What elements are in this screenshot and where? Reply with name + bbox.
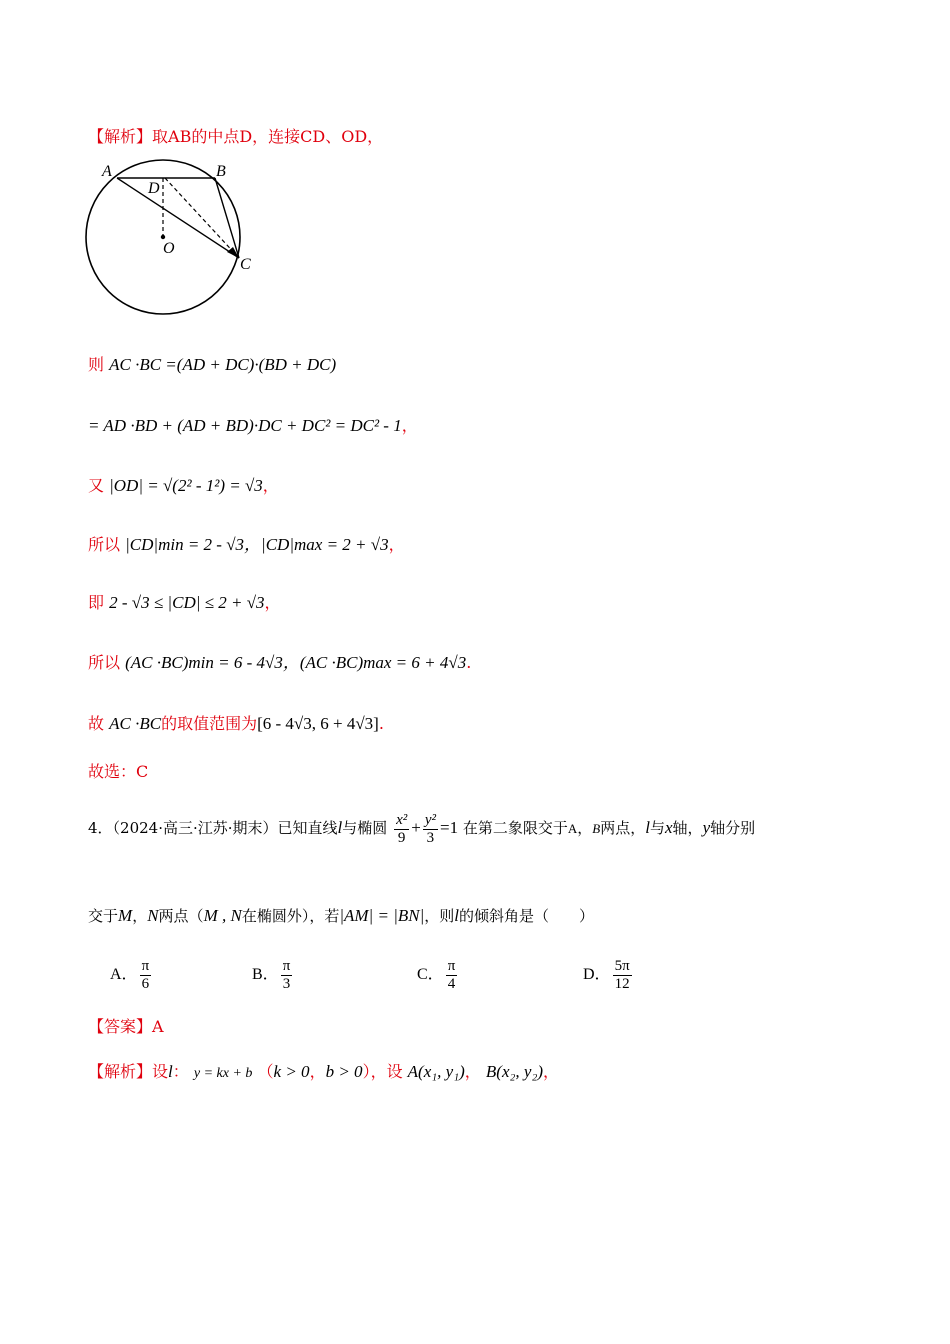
question-text: 两点（: [158, 907, 204, 925]
question-text: 与椭圆: [342, 819, 388, 837]
math-l: l: [454, 906, 460, 925]
step-suffix: ，: [262, 476, 279, 495]
math-n: N: [147, 906, 159, 925]
math-line-equation: y = kx + b: [193, 1066, 253, 1081]
choice-label: B．: [252, 966, 279, 984]
analysis-text: ，: [309, 1062, 326, 1081]
label-b: B: [216, 163, 226, 180]
question-4-line-2: [88, 904, 594, 928]
center-point-o: [161, 235, 165, 239]
step-7: [88, 712, 384, 736]
math-b: B: [592, 821, 601, 836]
math-l: l: [645, 818, 650, 837]
answer-line-4: [88, 1015, 164, 1039]
segment-ac: [117, 178, 239, 258]
question-text: 在椭圆外），若: [241, 907, 340, 925]
fraction-numerator: y²: [424, 811, 436, 828]
math-b-condition: b > 0: [325, 1062, 363, 1081]
fraction-x2-9: [394, 812, 409, 847]
fraction-numerator: 5π: [614, 958, 630, 974]
math-l: l: [168, 1062, 173, 1081]
math-a: A: [567, 821, 578, 836]
step-math: (AC ·BC)min = 6 - 4√3，(AC ·BC)max = 6 + 4√3: [125, 653, 467, 672]
step-prefix: 则: [88, 355, 105, 374]
analysis-text: ，: [543, 1062, 560, 1081]
fraction-numerator: π: [282, 958, 291, 974]
step-prefix: 即: [88, 593, 105, 612]
analysis-tag: 【解析】: [88, 1062, 153, 1081]
choice-fraction: [446, 958, 458, 993]
segment-bc: [215, 178, 239, 258]
step-math: |OD| = √(2² - 1²) = √3: [109, 476, 263, 495]
question-text: 已知直线: [277, 819, 338, 837]
step-math: |CD|min = 2 - √3，|CD|max = 2 + √3: [125, 535, 389, 554]
analysis-text: ：: [172, 1062, 189, 1081]
question-number: 4．: [88, 819, 113, 837]
choice-fraction: [281, 958, 293, 993]
fraction-denominator: 4: [447, 976, 456, 992]
step-2: [88, 414, 418, 438]
fraction-denominator: 12: [614, 976, 630, 992]
analysis-intro-text: 取AB的中点D，连接CD、OD，: [152, 127, 384, 146]
fraction-y2-3: [423, 812, 438, 847]
math-y: y: [702, 818, 711, 837]
step-suffix: ，: [264, 593, 281, 612]
analysis-text: （: [257, 1062, 274, 1081]
analysis-text: 设: [152, 1062, 169, 1081]
step-math: = AD ·BD + (AD + BD)·DC + DC² = DC² - 1: [88, 416, 402, 435]
choice-b[interactable]: [252, 958, 294, 993]
choice-label: A．: [110, 966, 138, 984]
choice-label: C．: [417, 966, 444, 984]
math-rhs: =1: [439, 818, 459, 837]
label-d: D: [148, 180, 160, 197]
fraction-denominator: 6: [141, 976, 150, 992]
fraction-denominator: 9: [397, 829, 406, 846]
answer-tag: 【答案】: [88, 1017, 153, 1036]
answer-line-1: 故选：C: [88, 762, 149, 781]
label-o: O: [163, 240, 175, 257]
analysis-4-line: [88, 1060, 559, 1086]
analysis-tag: 【解析】: [88, 127, 153, 146]
question-text: ，则: [424, 907, 455, 925]
math-k-condition: k > 0: [273, 1062, 310, 1081]
question-text: 两点，: [600, 819, 646, 837]
question-text: 与: [649, 819, 665, 837]
question-text: ，: [577, 819, 593, 837]
step-6: [88, 651, 471, 675]
question-text: 轴分别: [710, 819, 756, 837]
step-5: [88, 591, 281, 615]
question-text: 的倾斜角是（ ）: [459, 907, 595, 925]
fraction-denominator: 3: [282, 976, 291, 992]
fraction-numerator: π: [141, 958, 150, 974]
step-4: [88, 533, 405, 557]
question-text: 在第二象限交于: [462, 819, 568, 837]
fraction-denominator: 3: [426, 829, 435, 846]
math-plus: +: [411, 818, 421, 837]
math-condition: |AM| = |BN|: [339, 906, 425, 925]
analysis-intro-line: [88, 125, 383, 149]
label-c: C: [240, 256, 251, 273]
step-math: 2 - √3 ≤ |CD| ≤ 2 + √3: [109, 593, 265, 612]
question-text: ，: [132, 907, 148, 925]
circle-geometry-figure: [82, 156, 272, 316]
label-a: A: [102, 163, 112, 180]
step-suffix: .: [466, 653, 472, 672]
analysis-text: ），设: [362, 1062, 403, 1081]
math-point-a: A(x₁, y₁): [407, 1062, 465, 1081]
step-range: [6 - 4√3, 6 + 4√3]: [257, 714, 379, 733]
answer-value: A: [152, 1017, 164, 1036]
step-prefix: 所以: [88, 653, 121, 672]
choice-d[interactable]: [583, 958, 634, 993]
choice-fraction: [613, 958, 632, 993]
segment-dc: [165, 178, 239, 258]
fraction-numerator: x²: [396, 811, 408, 828]
math-point-b: B(x₂, y₂): [485, 1062, 544, 1081]
step-suffix: ，: [401, 416, 418, 435]
fraction-numerator: π: [447, 958, 456, 974]
choice-c[interactable]: [417, 958, 459, 993]
choice-label: D．: [583, 966, 611, 984]
math-m: M: [118, 906, 133, 925]
question-text: 轴，: [672, 819, 703, 837]
math-x: x: [665, 818, 673, 837]
step-1: [88, 353, 336, 377]
math-mn: M , N: [203, 906, 242, 925]
step-math: AC ·BC: [109, 714, 162, 733]
step-prefix: 又: [88, 476, 105, 495]
step-suffix: ，: [388, 535, 405, 554]
step-mid-text: 的取值范围为: [161, 714, 258, 733]
choice-fraction: [140, 958, 152, 993]
step-prefix: 所以: [88, 535, 121, 554]
analysis-text: ，: [464, 1062, 481, 1081]
step-prefix: 故: [88, 714, 105, 733]
question-text: 交于: [88, 907, 119, 925]
question-source: （2024·高三·江苏·期末）: [112, 819, 278, 837]
step-math: AC ·BC =(AD + DC)·(BD + DC): [109, 355, 337, 374]
choice-a[interactable]: [110, 958, 153, 993]
step-3: [88, 474, 279, 498]
step-suffix: .: [378, 714, 384, 733]
question-4-line-1: [88, 806, 755, 851]
math-l: l: [337, 818, 343, 837]
